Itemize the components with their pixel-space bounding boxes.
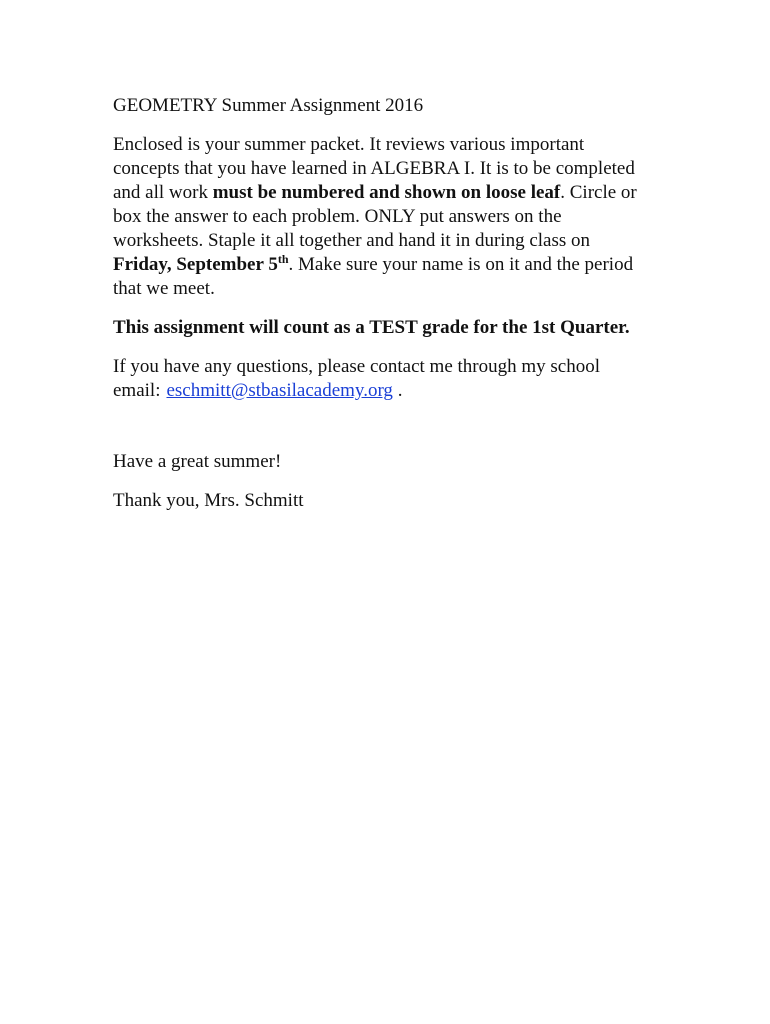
closing-line: Have a great summer! <box>113 451 282 472</box>
intro-text-1: Enclosed is your summer packet. It reviews various important concepts that you have learned in ALGEBRA I. It is to be completed and all work <box>113 134 635 203</box>
contact-text: If you have any questions, please contact me through my school email: <box>113 356 601 401</box>
contact-paragraph <box>113 355 653 403</box>
blank-spacer <box>113 418 653 450</box>
due-date <box>113 254 289 275</box>
intro-text-3: . Make sure your name is on it and the period that we meet. <box>113 254 634 299</box>
due-date-text: Friday, September 5 <box>113 254 278 275</box>
document-page <box>113 94 653 528</box>
signature-line: Thank you, Mrs. Schmitt <box>113 490 304 511</box>
intro-text-2: . Circle or box the answer to each problem. ONLY put answers on the worksheets. Staple it all together and hand it in during class on <box>113 182 637 251</box>
test-notice: This assignment will count as a TEST grade for the 1st Quarter. <box>113 317 630 338</box>
intro-bold-instruction: must be numbered and shown on loose leaf <box>212 182 561 203</box>
email-link[interactable]: eschmitt@stbasilacademy.org <box>166 380 393 401</box>
intro-paragraph <box>113 133 653 301</box>
contact-trailing: . <box>392 380 403 401</box>
due-date-suffix: th <box>277 252 289 266</box>
document-title: GEOMETRY Summer Assignment 2016 <box>113 95 424 116</box>
